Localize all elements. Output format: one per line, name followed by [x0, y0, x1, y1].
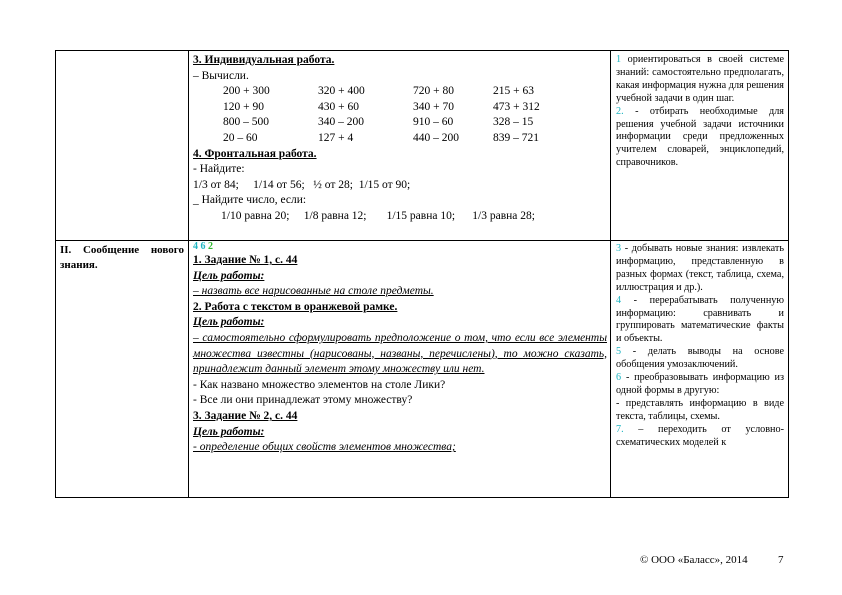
row2-skills	[616, 243, 784, 450]
skill-number: 3	[616, 243, 622, 254]
expression: 839 – 721	[493, 131, 539, 144]
task-instruction: _ Найдите число, если:	[193, 194, 307, 207]
expression: 340 – 200	[318, 116, 364, 129]
skill-text: - перерабатывать полученную информацию: сравнивать и группировать математические факты и объекты.	[616, 294, 784, 345]
copyright: © ООО «Баласс», 2014	[640, 554, 748, 566]
table-border-top	[55, 50, 789, 51]
row2-content	[193, 241, 607, 456]
skill-item	[616, 243, 784, 295]
section-heading: 1. Задание № 1, с. 44	[193, 254, 298, 266]
expression: 800 – 500	[223, 116, 269, 129]
section-heading: 4. Фронтальная работа.	[193, 147, 317, 160]
row1-skills	[616, 54, 784, 170]
expression: 473 + 312	[493, 100, 540, 113]
goal-text: – самостоятельно сформулировать предположение о том, что если все элементы множества известны (нарисованы, названы, перечислены), то можно сказать, принадлежит данный элемент этому множеству или нет.	[193, 331, 607, 376]
skill-text: - добывать новые знания: извлекать информацию, представленную в разных формах (текст, таблица, схема, иллюстрация и др.).	[616, 243, 784, 293]
page-number: 7	[778, 554, 784, 566]
table-border-right	[788, 50, 789, 498]
expression: 20 – 60	[223, 131, 258, 144]
skill-code: 2	[208, 241, 213, 252]
skill-text: – переходить от условно-схематических моделей к	[616, 423, 784, 448]
expression: 340 + 70	[413, 100, 454, 113]
skill-item	[616, 106, 784, 171]
skill-item	[616, 54, 784, 106]
skill-text: - отбирать необходимые для решения учебной задачи источники информации среди предложенных учителем словарей, энциклопедий, справочников.	[616, 105, 784, 169]
skill-code: 4	[193, 241, 198, 252]
expression: 120 + 90	[223, 100, 264, 113]
question: - Все ли они принадлежат этому множеству?	[193, 394, 413, 407]
skill-number: 6	[616, 372, 622, 384]
fraction-tasks: 1/10 равна 20; 1/8 равна 12; 1/15 равна 10; 1/3 равна 28;	[221, 209, 535, 222]
task-instruction: - Найдите:	[193, 163, 245, 176]
goal-text: – назвать все нарисованные на столе предметы.	[193, 285, 434, 298]
skill-item	[616, 398, 784, 424]
expression: 430 + 60	[318, 100, 359, 113]
skill-item	[616, 346, 784, 372]
skill-item	[616, 424, 784, 450]
skill-text: ориентироваться в своей системе знаний: самостоятельно предполагать, какая информация нужна для решения учебной задачи в один шаг.	[616, 54, 784, 104]
skill-number: 4	[616, 294, 622, 306]
expression-grid	[193, 84, 607, 146]
expression-row	[193, 100, 607, 116]
skill-text: - представлять информацию в виде текста, таблицы, схемы.	[616, 397, 784, 422]
skill-item	[616, 372, 784, 398]
skill-text: - делать выводы на основе обобщения умозаключений.	[616, 346, 784, 371]
expression: 328 – 15	[493, 116, 534, 129]
skill-number: 5	[616, 346, 622, 358]
expression: 215 + 63	[493, 85, 534, 98]
lesson-table	[55, 50, 789, 498]
expression: 720 + 80	[413, 85, 454, 98]
table-border-bottom	[55, 497, 789, 498]
expression-row	[193, 84, 607, 100]
row1-content	[193, 53, 607, 225]
stage-title: II. Сообщение нового знания.	[60, 244, 184, 271]
skill-number: 2.	[616, 105, 624, 117]
expression: 320 + 400	[318, 85, 365, 98]
expression-row	[193, 131, 607, 147]
goal-label: Цель работы:	[193, 269, 265, 282]
skill-number: 1	[616, 54, 622, 65]
expression: 200 + 300	[223, 85, 270, 98]
skill-number: 7.	[616, 423, 624, 435]
expression-row	[193, 115, 607, 131]
goal-text: - определение общих свойств элементов множества;	[193, 441, 456, 454]
goal-label: Цель работы:	[193, 316, 265, 329]
question: - Как названо множество элементов на столе Лики?	[193, 378, 446, 391]
expression: 127 + 4	[318, 131, 354, 144]
section-heading: 3. Индивидуальная работа.	[193, 54, 335, 66]
skill-item	[616, 295, 784, 347]
table-border-left	[55, 50, 56, 498]
task-instruction: – Вычисли.	[193, 69, 249, 82]
column-divider-1	[188, 50, 189, 498]
skill-code: 6	[200, 241, 206, 252]
skill-codes	[193, 241, 607, 253]
goal-label: Цель работы:	[193, 425, 265, 438]
column-divider-2	[610, 50, 611, 498]
expression: 440 – 200	[413, 131, 459, 144]
section-heading: 2. Работа с текстом в оранжевой рамке.	[193, 300, 398, 313]
section-heading: 3. Задание № 2, с. 44	[193, 409, 298, 422]
expression: 910 – 60	[413, 116, 454, 129]
fraction-tasks: 1/3 от 84; 1/14 от 56; ½ от 28; 1/15 от 90;	[193, 178, 411, 191]
skill-text: - преобразовывать информацию из одной формы в другую:	[616, 372, 784, 396]
